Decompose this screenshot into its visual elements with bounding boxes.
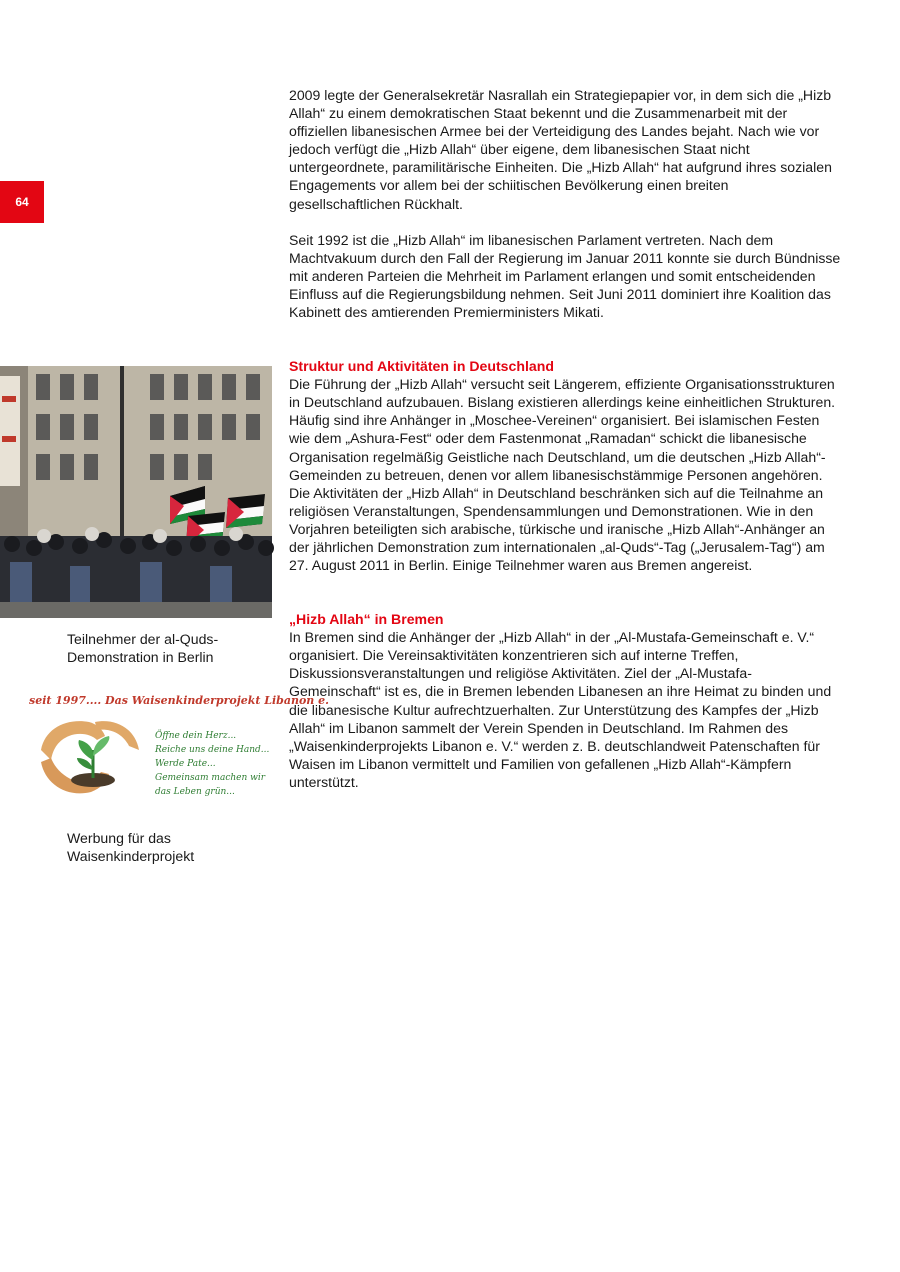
section-heading-bremen: „Hizb Allah“ in Bremen bbox=[289, 611, 444, 628]
demonstration-photo bbox=[0, 366, 272, 618]
demonstration-photo-caption: Teilnehmer der al-Quds-Demonstration in Berlin bbox=[67, 631, 219, 665]
logo-slogan-line: Gemeinsam machen wir bbox=[155, 773, 266, 783]
page-number: 64 bbox=[15, 195, 29, 209]
section-heading-germany: Struktur und Aktivitäten in Deutschland bbox=[289, 358, 554, 375]
logo-banner-text: seit 1997.... Das Waisenkinderprojekt Libanon e. bbox=[29, 694, 329, 707]
logo-slogan-line: Öffne dein Herz... bbox=[155, 731, 237, 741]
intro-paragraph-strategy: 2009 legte der Generalsekretär Nasrallah ein Strategiepapier vor, in dem sich die „Hizb Allah“ zu einem demokratischen Staat bekennt und die Zusammenarbeit mit der offiziellen libanesischen Armee bei der Verteidigung des Landes bejaht. Nach wie vor jedoch verfügt die „Hizb Allah“ über eigene, dem libanesischen Staat nicht untergeordnete, paramilitärische Einheiten. Die „Hizb Allah“ hat aufgrund ihres sozialen Engagements vor allem bei der schiitischen Bevölkerung einen breiten gesellschaftlichen Rückhalt. bbox=[289, 87, 832, 212]
page-number-tab bbox=[0, 181, 44, 223]
orphan-project-logo bbox=[27, 688, 329, 810]
intro-paragraph-parliament: Seit 1992 ist die „Hizb Allah“ im libanesischen Parlament vertreten. Nach dem Machtvakuum durch den Fall der Regierung im Januar 2011 konnte sie durch Bündnisse mit anderen Parteien die Mehrheit im Parlament erlangen und somit entscheidenden Einfluss auf die Regierungsbildung nehmen. Seit Juni 2011 dominiert ihre Koalition das Kabinett des amtierenden Premierministers Mikati. bbox=[289, 231, 841, 321]
section-text-bremen: In Bremen sind die Anhänger der „Hizb Allah“ in der „Al-Mustafa-Gemeinschaft e. V.“ organisiert. Die Vereinsaktivitäten konzentrieren sich auf interne Treffen, Diskussionsveranstaltungen und religiöse Aktivitäten. Ziel der „Al-Mustafa-Gemeinschaft“ ist es, die in Bremen lebenden Libanesen an ihre Heimat zu binden und die libanesische Kultur aufrechtzuerhalten. Zur Unterstützung des Kampfes der „Hizb Allah“ im Libanon sammelt der Verein Spenden in Deutschland. Im Rahmen des „Waisenkinderprojekts Libanon e. V.“ werden z. B. deutschlandweit Patenschaften für Waisen im Libanon vermittelt und Familien von gefallenen „Hizb Allah“-Kämpfern unterstützt. bbox=[289, 629, 832, 790]
section-text-germany: Die Führung der „Hizb Allah“ versucht seit Längerem, effiziente Organisationsstrukturen in Deutschland aufzubauen. Bislang existieren allerdings keine einheitlichen Strukturen. Häufig sind ihre Anhänger in „Moschee-Vereinen“ organisiert. Bei islamischen Festen wie dem „Ashura-Fest“ oder dem Fastenmonat „Ramadan“ schickt die libanesische Organisation regelmäßig Geistliche nach Deutschland, um die deutschen „Hizb Allah“-Gemeinden zu betreuen, denen vor allem libanesischstämmige Personen angehören. Die Aktivitäten der „Hizb Allah“ in Deutschland beschränken sich auf die Teilnahme an religiösen Veranstaltungen, Spendensammlungen und Demonstrationen. Wie in den Vorjahren beteiligten sich arabische, türkische und iranische „Hizb Allah“-Anhänger an der jährlichen Demonstration zum internationalen „al-Quds“-Tag („Jerusalem-Tag“) am 27. August 2011 in Berlin. Einige Teilnehmer waren aus Bremen angereist. bbox=[289, 376, 836, 574]
logo-slogan-line: das Leben grün... bbox=[155, 787, 235, 797]
logo-slogan-line: Werde Pate... bbox=[155, 759, 216, 769]
main-text-column bbox=[289, 86, 841, 791]
orphan-project-logo-caption: Werbung für das Waisenkinderprojekt bbox=[67, 830, 195, 864]
logo-slogan-line: Reiche uns deine Hand... bbox=[155, 745, 270, 755]
